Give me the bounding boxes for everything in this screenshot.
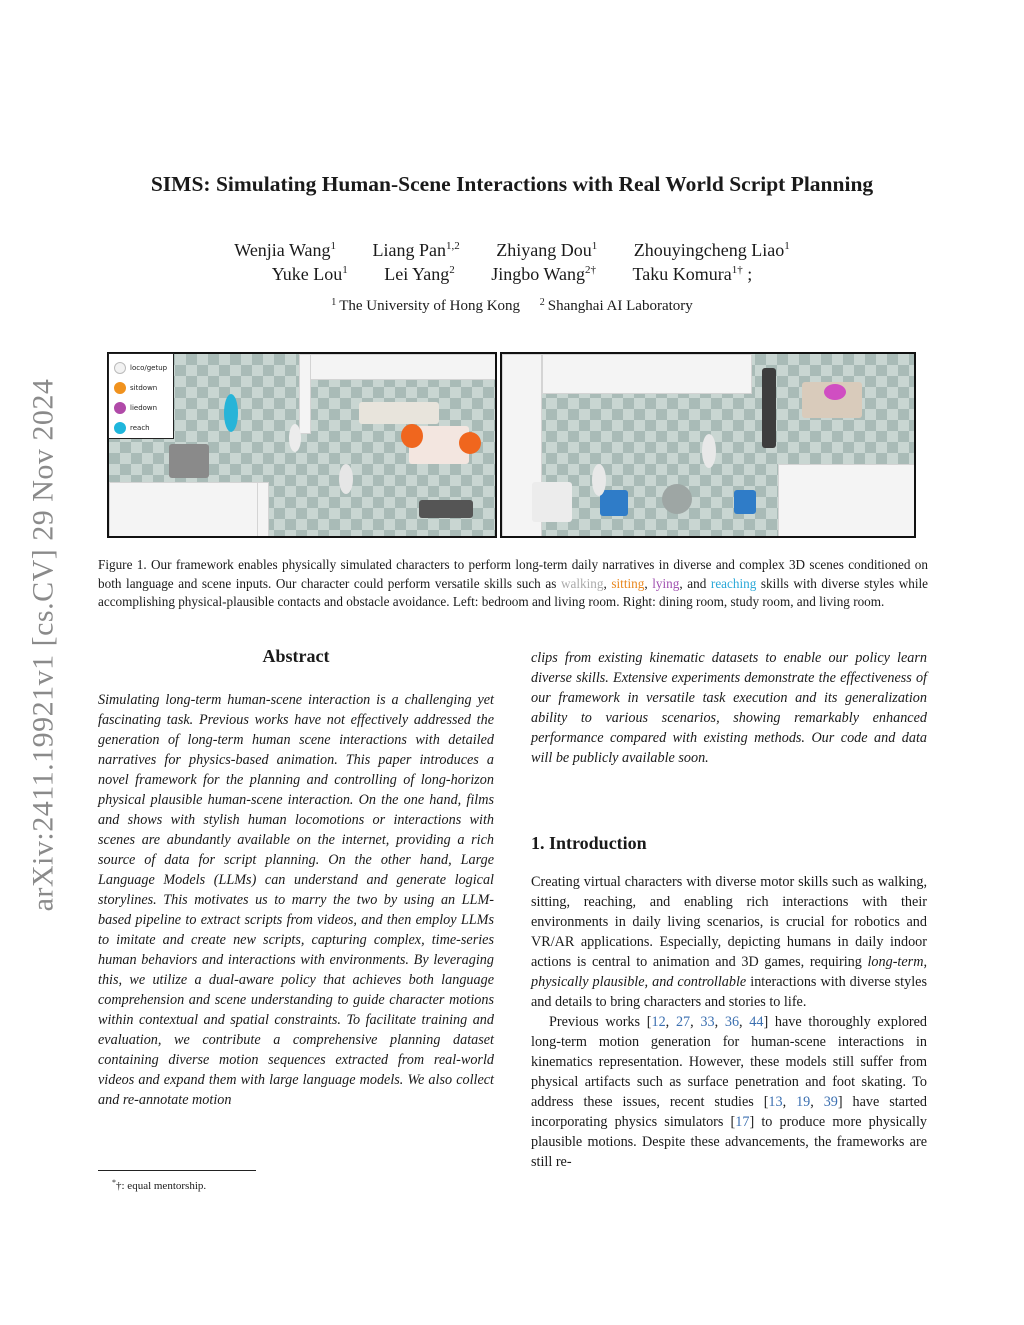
introduction-body	[531, 872, 927, 1172]
footnote: *†: equal mentorship.	[112, 1178, 207, 1192]
citation-link[interactable]: 33	[700, 1014, 715, 1030]
legend-dot	[114, 382, 126, 394]
citation-link[interactable]: 36	[724, 1014, 740, 1030]
skill-reaching: reaching	[710, 575, 757, 591]
affiliation: $^1$ The University of Hong Kong	[331, 297, 521, 314]
legend-dot	[114, 362, 126, 374]
author: Yuke Lou$^1$	[271, 264, 348, 284]
footnote-rule	[98, 1170, 256, 1171]
legend-dot	[114, 422, 126, 434]
arxiv-id-text: arXiv:2411.19921v1 [cs.CV] 29 Nov 2024	[26, 378, 59, 912]
skill-sitting: sitting	[611, 575, 645, 591]
figure-caption: Figure 1. Our framework enables physically simulated characters to perform long-term daily narratives in diverse and complex 3D scenes conditioned on both language and scene inputs. Our character could perform versatile skills such as walking, sitting, lying, and reaching skills with diverse styles while accomplishing physical-plausible contacts and obstacle avoidance. Left: bedroom and living room. Right: dining room, study room, and living room.	[98, 557, 929, 610]
author-list-row1	[0, 240, 1024, 261]
affiliation: $^2$ Shanghai AI Laboratory	[539, 297, 693, 314]
citation-link[interactable]: 17	[735, 1114, 750, 1130]
figure-legend	[108, 353, 174, 439]
author: Zhiyang Dou$^1$	[496, 240, 598, 260]
citation-link[interactable]: 27	[675, 1014, 691, 1030]
paper-title: SIMS: Simulating Human-Scene Interactions with Real World Script Planning	[150, 172, 874, 196]
legend-item: loco/getup	[114, 358, 168, 378]
legend-item: reach	[114, 418, 168, 438]
author: Lei Yang$^2$	[384, 264, 455, 284]
author-list-row2	[0, 264, 1024, 285]
legend-item: liedown	[114, 398, 168, 418]
abstract-text-right: clips from existing kinematic datasets to enable our policy learn diverse skills. Extensive experiments demonstrate the effectiveness of our framework in versatile task execution and its generalization ability to various scenarios, showing remarkably enhanced performance compared with existing methods. Our code and data will be publicly available soon.	[531, 650, 927, 766]
author: Taku Komura$^{1\dagger}$ ;	[632, 264, 753, 284]
author: Liang Pan$^{1,2}$	[372, 240, 460, 260]
legend-item: sitdown	[114, 378, 168, 398]
author: Zhouyingcheng Liao$^1$	[633, 240, 790, 260]
legend-dot	[114, 402, 126, 414]
author: Jingbo Wang$^{2\dagger}$	[491, 264, 596, 284]
citation-link[interactable]: 44	[749, 1014, 764, 1030]
citation-link[interactable]: 13	[768, 1094, 783, 1110]
intro-paragraph: Creating virtual characters with diverse motor skills such as walking, sitting, reaching, and enabling rich interactions with their environments in daily living scenarios, is crucial for robotics and VR/AR applications. Especially, depicting humans in daily indoor actions is central to animation and 3D games, requiring long-term, physically plausible, and controllable interactions with diverse styles and details to bring characters and stories to life.	[531, 874, 927, 1010]
citation-link[interactable]: 39	[823, 1094, 838, 1110]
figure-right-scene	[500, 352, 916, 538]
citation-link[interactable]: 12	[651, 1014, 666, 1030]
section-heading-introduction: 1. Introduction	[531, 833, 647, 853]
author: Wenjia Wang$^1$	[234, 240, 337, 260]
affiliations	[0, 297, 1024, 315]
intro-paragraph: Previous works [12, 27, 33, 36, 44] have thoroughly explored long-term motion generation for human-scene interactions in kinematics representation. However, these models still suffer from physical artifacts such as surface penetration and foot skating. To address these issues, recent studies [13, 19, 39] have started incorporating physics simulators [17] to produce more physically plausible motions. Despite these advancements, the frameworks are still re-	[531, 1014, 928, 1170]
abstract-heading: Abstract	[262, 646, 330, 666]
arxiv-identifier	[20, 345, 66, 945]
abstract-text-left: Simulating long-term human-scene interaction is a challenging yet fascinating task. Previous works have not effectively addressed the generation of long-term human scene interactions with detailed narratives for physics-based animation. This paper introduces a novel framework for the planning and controlling of long-horizon physical plausible human-scene interaction. On the one hand, films and shows with stylish human locomotions or interactions with scenes are abundantly available on the internet, providing a rich source of data for script planning. On the other hand, Large Language Models (LLMs) can understand and generate logical storylines. This motivates us to marry the two by using an LLM-based pipeline to extract scripts from videos, and then employ LLMs to imitate and create new scripts, capturing complex, time-series human behaviors and interactions with environments. By leveraging this, we utilize a dual-aware policy that achieves both language comprehension and scene understanding to guide character motions within contextual and spatial constraints. To facilitate training and evaluation, we contribute a comprehensive planning dataset containing diverse motion sequences extracted from real-world videos and expand them with large language models. We also collect and re-annotate motion	[98, 692, 494, 1108]
skill-lying: lying	[652, 575, 680, 591]
skill-walking: walking	[560, 575, 604, 591]
citation-link[interactable]: 19	[796, 1094, 811, 1110]
